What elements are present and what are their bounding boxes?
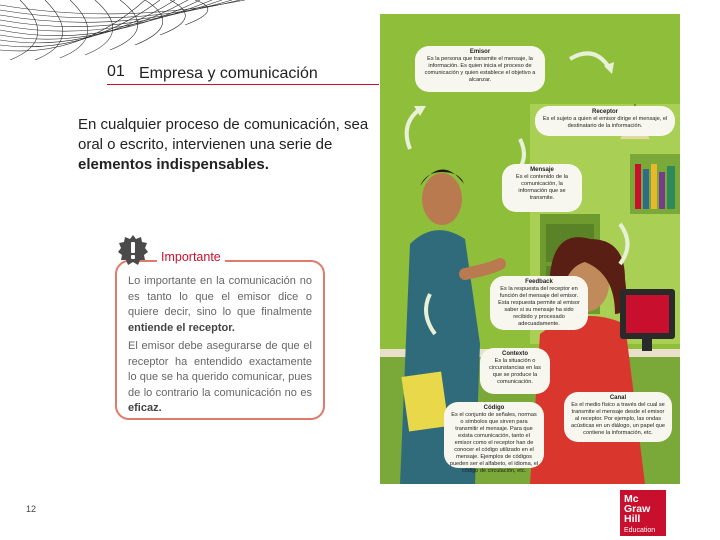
codigo-text: Es el conjunto de señales, normas o símbolos que sirven para transmitir el mensaje. Para que exista comunicación, tanto el emisor como el receptor han de conocer el código utilizado en el mensaje. Ejemplos de códigos pueden ser el alfabeto, el idioma, el código de circulación, etc.: [449, 412, 539, 474]
bubble-emisor: [415, 46, 545, 92]
canal-text: Es el medio físico a través del cual se transmite el mensaje desde el emisor al receptor. Por ejemplo, las ondas acústicas en un diálogo, un papel que contiene la información, etc.: [571, 402, 665, 436]
important-p2-bold: eficaz.: [128, 402, 162, 414]
bubble-feedback: [490, 276, 588, 330]
important-paragraph-2: [128, 339, 312, 417]
decorative-mesh: [0, 0, 250, 60]
section-heading: [107, 63, 379, 85]
emisor-text: Es la persona que transmite el mensaje, la información. Es quien inicia el proceso de comunicación y quien establece el objetivo a alcanzar.: [424, 56, 536, 83]
page-number: 12: [26, 504, 37, 514]
feedback-text: Es la respuesta del receptor en función del mensaje del emisor. Esta respuesta permite al emisor saber si su mensaje ha sido recibido y procesado adecuadamente.: [498, 286, 580, 327]
intro-bold-text: elementos indispensables.: [78, 156, 269, 173]
bubble-codigo: [444, 402, 544, 474]
logo-line-3: Hill: [624, 513, 641, 525]
bubble-contexto: [480, 348, 550, 394]
section-title: Empresa y comunicación: [139, 65, 318, 82]
intro-text: En cualquier proceso de comunicación, sea oral o escrito, intervienen una serie de: [78, 116, 369, 153]
codigo-title: Código: [483, 405, 505, 411]
important-p1-bold: entiende el receptor.: [128, 321, 235, 334]
logo-line-1: Mc: [624, 493, 639, 505]
important-p1-text: Lo importante en la comunicación no es tanto lo que el emisor dice o quiere decir, sino lo que finalmente: [128, 275, 312, 318]
bubble-receptor: [535, 106, 675, 136]
bubble-mensaje: [502, 164, 582, 212]
contexto-title: Contexto: [502, 351, 528, 357]
section-number: 01: [107, 63, 125, 80]
communication-illustration: [380, 14, 680, 484]
important-text: [128, 274, 312, 420]
canal-title: Canal: [609, 395, 627, 401]
receptor-title: Receptor: [591, 109, 618, 115]
emisor-title: Emisor: [469, 49, 491, 55]
publisher-logo: [620, 490, 666, 536]
feedback-title: Feedback: [525, 279, 553, 285]
logo-line-4: Education: [624, 527, 656, 534]
bubble-canal: [564, 392, 672, 442]
receptor-text: Es el sujeto a quien el emisor dirige el mensaje, el destinatario de la información.: [542, 116, 668, 129]
important-p2-text: El emisor debe asegurarse de que el receptor ha entendido exactamente lo que se ha querido comunicar, pues de lo contrario la comunicación no es: [128, 340, 312, 399]
mensaje-text: Es el contenido de la comunicación, la información que se transmite.: [516, 174, 568, 201]
intro-paragraph: [78, 115, 378, 175]
contexto-text: Es la situación o circunstancias en las que se produce la comunicación.: [489, 358, 541, 385]
logo-line-2: Graw: [624, 503, 651, 515]
important-title: Importante: [157, 250, 225, 264]
exclamation-icon: [117, 234, 149, 266]
mensaje-title: Mensaje: [530, 167, 554, 173]
important-paragraph-1: [128, 274, 312, 336]
